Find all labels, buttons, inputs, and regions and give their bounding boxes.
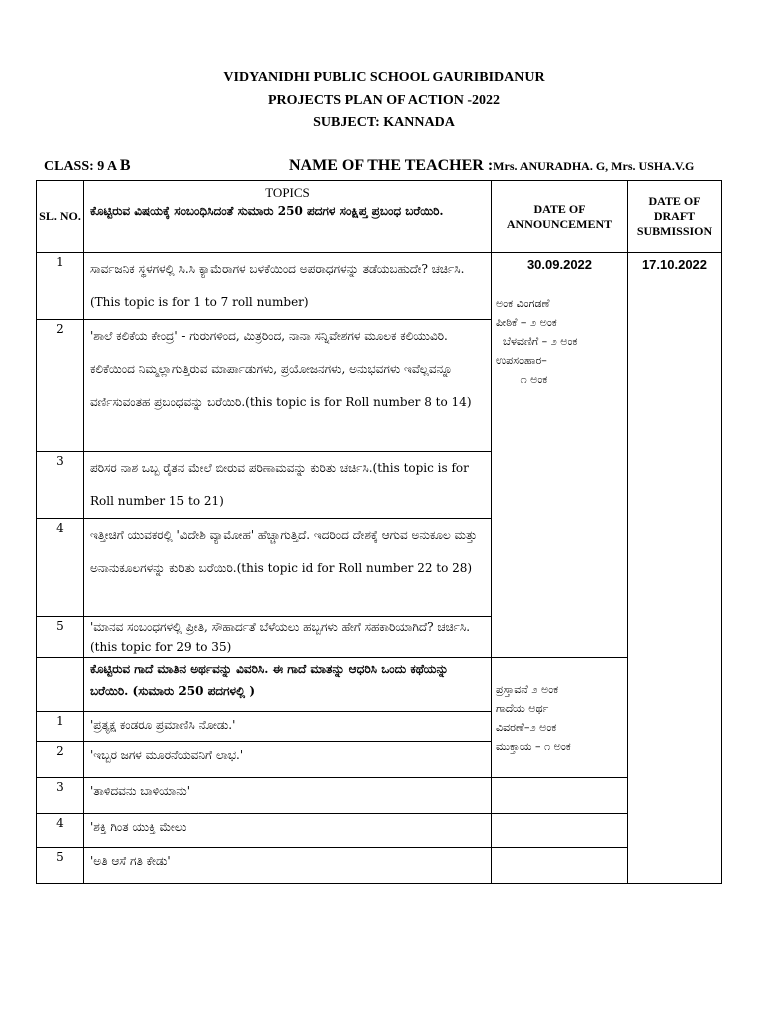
plan-title: PROJECTS PLAN OF ACTION -2022 <box>267 93 501 108</box>
table-row <box>37 778 722 814</box>
class-label <box>44 157 131 175</box>
table-row <box>37 253 722 320</box>
col-topics-header <box>84 181 492 253</box>
sl-cell: 3 <box>37 452 84 519</box>
teacher-names: Mrs. ANURADHA. G, Mrs. USHA.V.G <box>493 159 695 173</box>
table-row <box>37 814 722 848</box>
table-row <box>37 848 722 884</box>
empty-cell <box>492 778 628 814</box>
col-submission-header: DATE OF DRAFT SUBMISSION <box>628 181 722 253</box>
proverb-cell: 'ಇಬ್ಬರ ಜಗಳ ಮೂರನೆಯವನಿಗೆ ಲಾಭ.' <box>84 742 492 778</box>
sl-cell: 2 <box>37 742 84 778</box>
sl-cell: 4 <box>37 519 84 617</box>
sl-cell: 1 <box>37 712 84 742</box>
topics-instruction: ಕೊಟ್ಟಿರುವ ವಿಷಯಕ್ಕೆ ಸಂಬಂಧಿಸಿದಂತೆ ಸುಮಾರು 250 ಪದಗಳ ಸಂಕ್ಷಿಪ್ತ ಪ್ರಬಂಧ ಬರೆಯಿರಿ. <box>90 204 444 218</box>
proverb-cell: 'ತಾಳಿದವನು ಬಾಳಿಯಾನು' <box>84 778 492 814</box>
sl-cell: 2 <box>37 320 84 452</box>
story-marks-note: ಪ್ರಸ್ತಾವನೆ ೨ ಅಂಕ ಗಾದೆಯ ಅರ್ಥ ವಿವರಣೆ–೨ ಅಂಕ ಮುಕ್ತಾಯ – ೧ ಅಂಕ <box>496 682 571 753</box>
topic-cell: 'ಶಾಲೆ ಕಲಿಕೆಯ ಕೇಂದ್ರ' - ಗುರುಗಳಿಂದ, ಮಿತ್ರರಿಂದ, ನಾನಾ ಸನ್ನಿವೇಶಗಳ ಮೂಲಕ ಕಲಿಯುವಿರಿ. ಕಲಿಕೆಯಿಂದ ನಿಮ್ಮಲ್ಲಾಗುತ್ತಿರುವ ಮಾರ್ಪಾಡುಗಳು, ಪ್ರಯೋಜನಗಳು, ಅನುಭವಗಳು ಇವೆಲ್ಲವನ್ನೂ ವರ್ಣಿಸುವಂತಹ ಪ್ರಬಂಧವನ್ನು ಬರೆಯಿರಿ.(this topic is for Roll number 8 to 14) <box>84 320 492 452</box>
proverb-cell: 'ಪ್ರತ್ಯಕ್ಷ ಕಂಡರೂ ಪ್ರಮಾಣಿಸಿ ನೋಡು.' <box>84 712 492 742</box>
topic-cell: ಇತ್ತೀಚಿಗೆ ಯುವಕರಲ್ಲಿ 'ವಿದೇಶಿ ವ್ಯಾಮೋಹ' ಹೆಚ್ಚಾಗುತ್ತಿದೆ. ಇದರಿಂದ ದೇಶಕ್ಕೆ ಆಗುವ ಅನುಕೂಲ ಮತ್ತು ಅನಾನುಕೂಲಗಳನ್ನು ಕುರಿತು ಬರೆಯಿರಿ.(this topic id for Roll number 22 to 28) <box>84 519 492 617</box>
subject-title: SUBJECT: KANNADA <box>313 115 455 130</box>
empty-cell <box>492 814 628 848</box>
submission-cell <box>628 253 722 884</box>
sl-cell: 1 <box>37 253 84 320</box>
teacher-label: NAME OF THE TEACHER : <box>289 157 494 174</box>
story-instruction: ಕೊಟ್ಟಿರುವ ಗಾದೆ ಮಾತಿನ ಅರ್ಥವನ್ನು ವಿವರಿಸಿ. ಈ ಗಾದೆ ಮಾತನ್ನು ಆಧರಿಸಿ ಒಂದು ಕಥೆಯನ್ನು ಬರೆಯಿರಿ. (ಸುಮಾರು 250 ಪದಗಳಲ್ಲಿ ) <box>84 658 492 712</box>
story-marks-cell <box>492 658 628 778</box>
teacher-line <box>289 157 694 175</box>
proverb-cell: 'ಶಕ್ತಿ ಗಿಂತ ಯುಕ್ತಿ ಮೇಲು <box>84 814 492 848</box>
submission-date: 17.10.2022 <box>641 257 708 272</box>
announcement-date: 30.09.2022 <box>526 257 593 272</box>
class-text: CLASS: 9 A <box>44 159 117 174</box>
col-sl-header: SL. NO. <box>37 181 84 253</box>
sl-cell: 5 <box>37 848 84 884</box>
essay-marks-note: ಅಂಕ ವಿಂಗಡಣೆ ಪೀಠಿಕೆ – ೨ ಅಂಕ ಬೆಳವಣಿಗೆ – ೨ ಅಂಕ ಉಪಸಂಹಾರ– ೧ ಅಂಕ <box>496 297 578 386</box>
topic-cell: 'ಮಾನವ ಸಂಬಂಧಗಳಲ್ಲಿ ಪ್ರೀತಿ, ಸೌಹಾರ್ದತೆ ಬೆಳೆಯಲು ಹಬ್ಬಗಳು ಹೇಗೆ ಸಹಕಾರಿಯಾಗಿದೆ? ಚರ್ಚಿಸಿ.(this topic for 29 to 35) <box>84 617 492 658</box>
projects-table <box>36 180 722 884</box>
topic-cell: ಪರಿಸರ ನಾಶ ಒಬ್ಬ ರೈತನ ಮೇಲೆ ಬೀರುವ ಪರಿಣಾಮವನ್ನು ಕುರಿತು ಚರ್ಚಿಸಿ.(this topic is for Roll number 15 to 21) <box>84 452 492 519</box>
announcement-cell <box>492 253 628 658</box>
class-section: B <box>119 157 131 174</box>
story-instruction-row <box>37 658 722 712</box>
topics-title: TOPICS <box>265 185 310 200</box>
sl-cell: 3 <box>37 778 84 814</box>
table-header-row <box>37 181 722 253</box>
sl-cell: 5 <box>37 617 84 658</box>
sl-cell <box>37 658 84 712</box>
empty-cell <box>492 848 628 884</box>
col-announcement-header: DATE OF ANNOUNCEMENT <box>492 181 628 253</box>
proverb-cell: 'ಅತಿ ಆಸೆ ಗತಿ ಕೇಡು' <box>84 848 492 884</box>
sl-cell: 4 <box>37 814 84 848</box>
school-name: VIDYANIDHI PUBLIC SCHOOL GAURIBIDANUR <box>223 70 545 85</box>
topic-cell: ಸಾರ್ವಜನಿಕ ಸ್ಥಳಗಳಲ್ಲಿ ಸಿ.ಸಿ ಕ್ಯಾಮೆರಾಗಳ ಬಳಕೆಯಿಂದ ಅಪರಾಧಗಳನ್ನು ತಡೆಯಬಹುದೇ? ಚರ್ಚಿಸಿ. (This topic is for 1 to 7 roll number) <box>84 253 492 320</box>
